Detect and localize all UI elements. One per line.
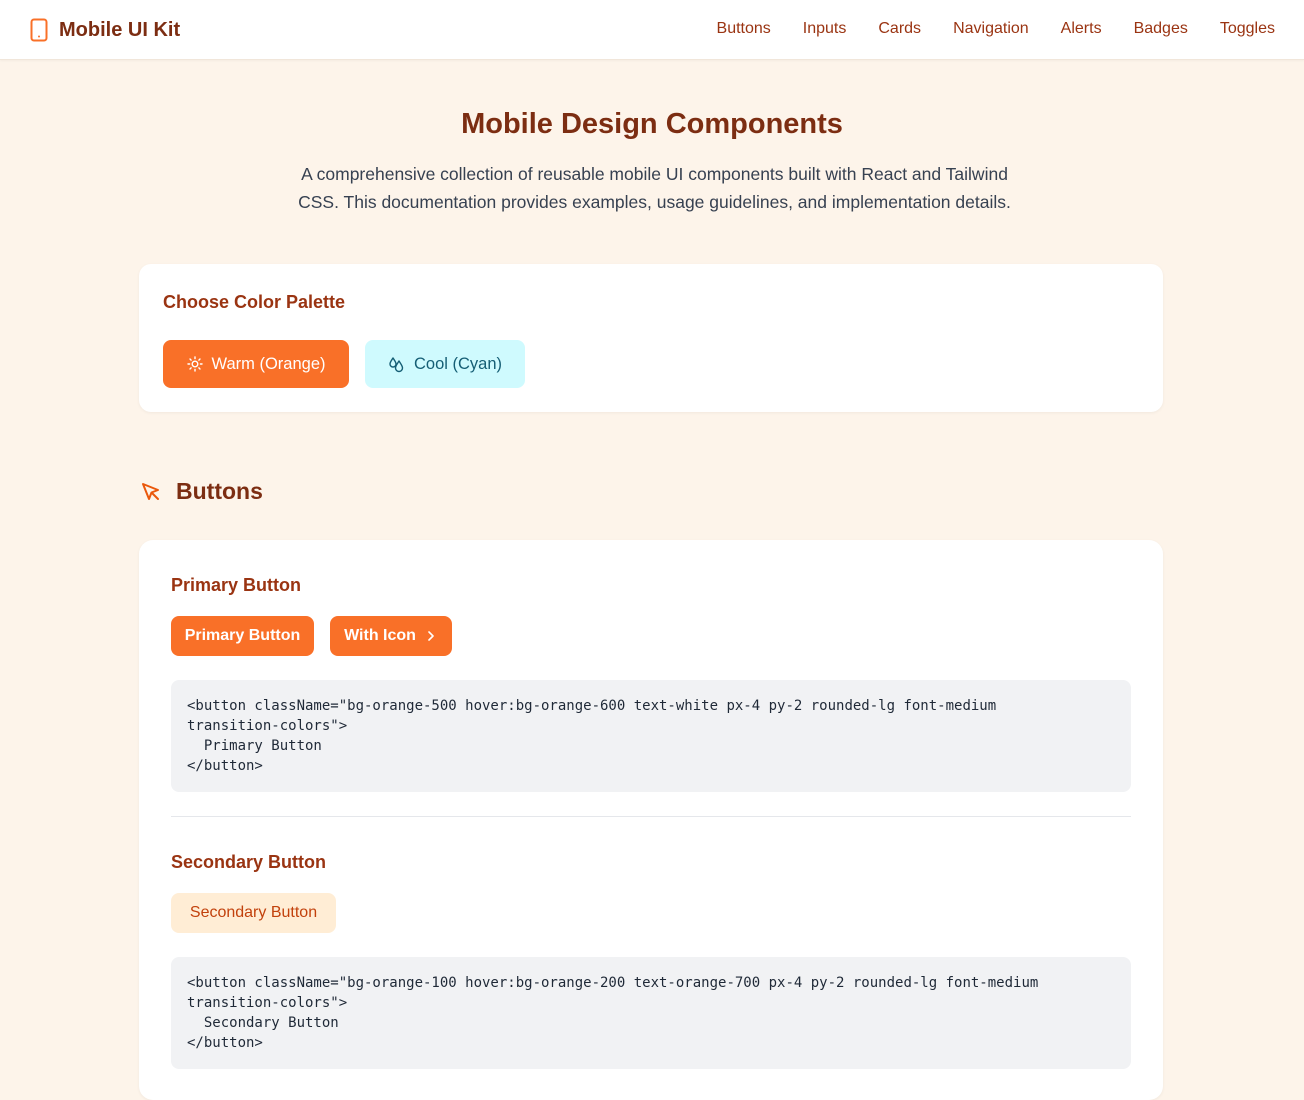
smartphone-icon: [30, 18, 48, 42]
secondary-button-title: Secondary Button: [171, 852, 327, 872]
nav-link-cards[interactable]: Cards: [878, 20, 922, 37]
buttons-card: [139, 540, 1163, 1100]
brand[interactable]: [30, 18, 180, 42]
secondary-code-block: <button className="bg-orange-100 hover:bg-orange-200 text-orange-700 px-4 py-2 rounded-lg font-medium transition-colors"> Secondary Button </button>: [171, 957, 1131, 1069]
divider: [171, 816, 1131, 817]
nav-link-toggles[interactable]: Toggles: [1219, 20, 1275, 37]
cool-palette-label: Cool (Cyan): [413, 354, 503, 373]
primary-code-block: <button className="bg-orange-500 hover:bg-orange-600 text-white px-4 py-2 rounded-lg font-medium transition-colors"> Primary Button </button>: [171, 680, 1131, 792]
with-icon-label: With Icon: [344, 627, 416, 644]
top-bar: [0, 0, 1304, 60]
primary-button-title: Primary Button: [171, 575, 302, 595]
with-icon-demo-button[interactable]: [330, 616, 452, 656]
sun-icon: [187, 356, 203, 372]
nav-link-navigation[interactable]: Navigation: [953, 20, 1029, 37]
chevron-right-icon: [424, 629, 438, 643]
palette-card: [139, 264, 1163, 412]
secondary-demo-button[interactable]: Secondary Button: [171, 893, 336, 933]
nav-link-buttons[interactable]: Buttons: [716, 20, 771, 37]
nav-link-alerts[interactable]: Alerts: [1060, 20, 1102, 37]
buttons-section-heading: [140, 478, 263, 505]
cool-palette-button[interactable]: [365, 340, 525, 388]
primary-demo-button[interactable]: Primary Button: [171, 616, 314, 656]
warm-palette-button[interactable]: [163, 340, 349, 388]
brand-name: Mobile UI Kit: [59, 18, 181, 41]
droplets-icon: [388, 356, 405, 373]
page-title: Mobile Design Components: [461, 108, 843, 140]
warm-palette-label: Warm (Orange): [211, 354, 326, 373]
cursor-click-icon: [140, 481, 162, 503]
page-description: A comprehensive collection of reusable mobile UI components built with React and Tailwind CSS. This documentation provides examples, usage guidelines, and implementation details.: [298, 164, 1011, 212]
main-nav: [685, 20, 1275, 38]
nav-link-badges[interactable]: Badges: [1133, 20, 1188, 37]
nav-link-inputs[interactable]: Inputs: [802, 20, 847, 37]
buttons-section-title: Buttons: [176, 478, 263, 504]
palette-title: Choose Color Palette: [163, 292, 346, 312]
